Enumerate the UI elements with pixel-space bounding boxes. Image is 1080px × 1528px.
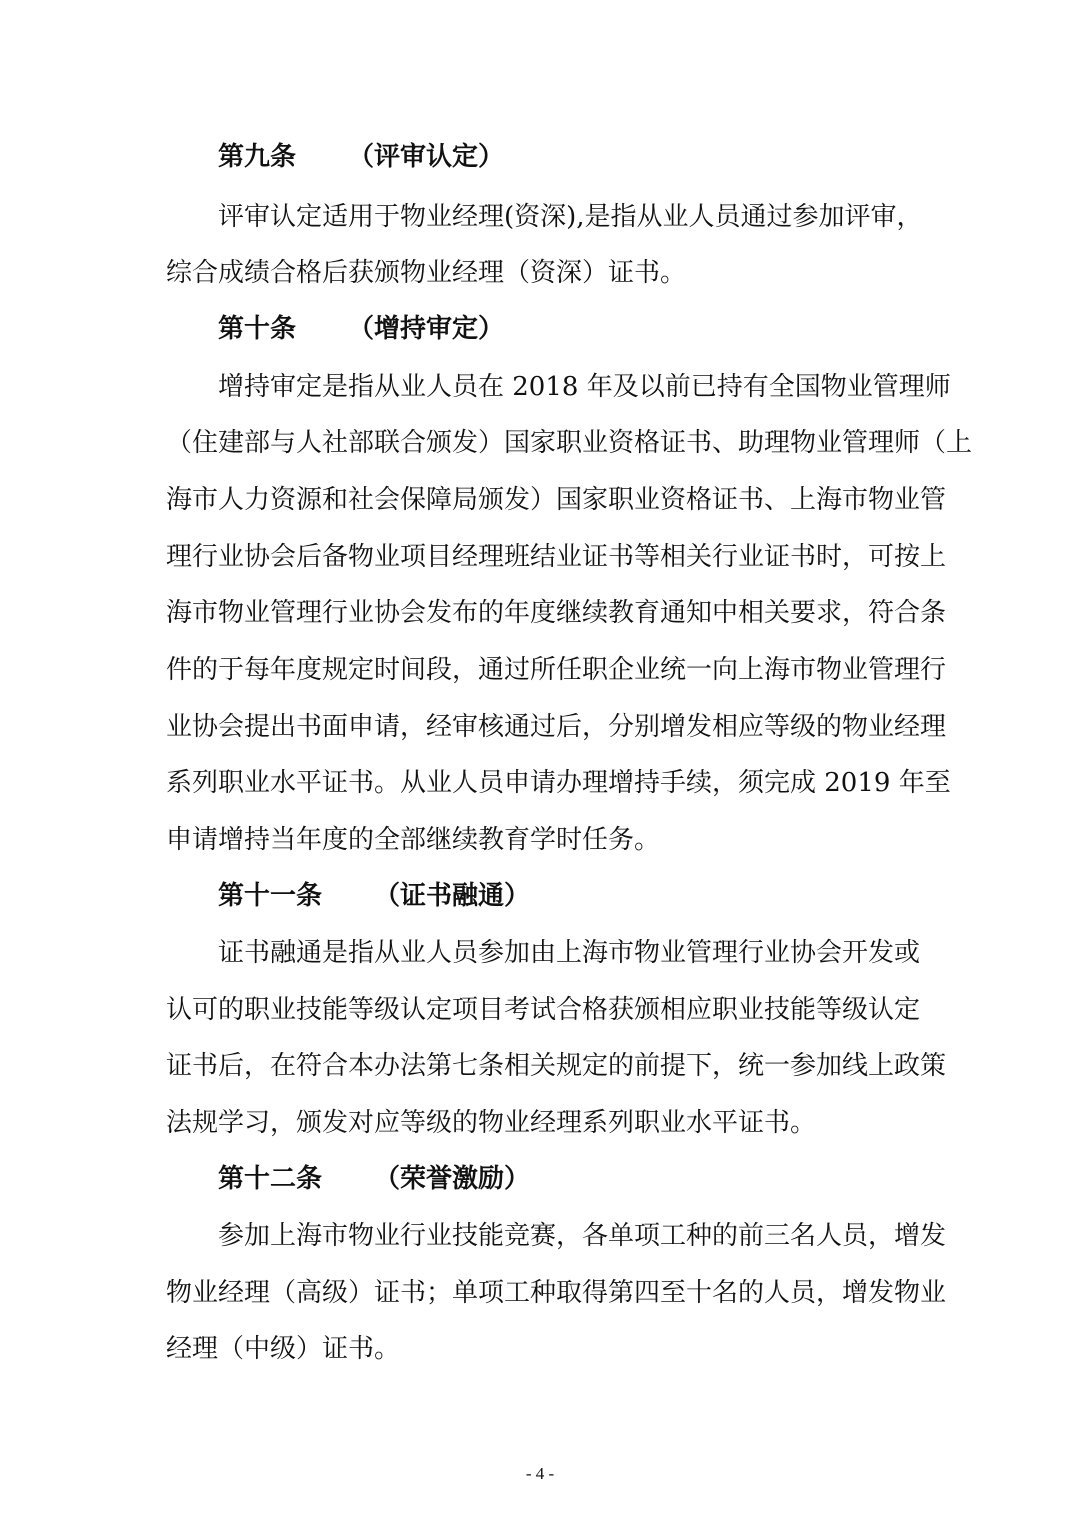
article-9-heading [218, 137, 504, 177]
paragraph-line: 业协会提出书面申请，经审核通过后，分别增发相应等级的物业经理 [166, 712, 947, 742]
paragraph-line: 件的于每年度规定时间段，通过所任职企业统一向上海市物业管理行 [166, 655, 947, 685]
article-title: （荣誉激励） [374, 1164, 531, 1194]
paragraph-line: （住建部与人社部联合颁发）国家职业资格证书、助理物业管理师（上 [166, 428, 973, 458]
paragraph-line: 认可的职业技能等级认定项目考试合格获颁相应职业技能等级认定 [166, 995, 921, 1025]
article-number: 第十一条 [218, 881, 323, 911]
page-number: - 4 - [525, 1464, 555, 1483]
article-number: 第十条 [218, 314, 297, 344]
paragraph-line: 评审认定适用于物业经理(资深),是指从业人员通过参加评审， [218, 202, 923, 232]
paragraph-line: 综合成绩合格后获颁物业经理（资深）证书。 [166, 258, 687, 288]
paragraph-line: 系列职业水平证书。从业人员申请办理增持手续，须完成 2019 年至 [166, 768, 951, 798]
paragraph-line: 海市物业管理行业协会发布的年度继续教育通知中相关要求，符合条 [166, 598, 947, 628]
article-title: （增持审定） [348, 314, 505, 344]
paragraph-line: 增持审定是指从业人员在 2018 年及以前已持有全国物业管理师 [218, 372, 951, 402]
paragraph-line: 证书融通是指从业人员参加由上海市物业管理行业协会开发或 [218, 938, 921, 968]
paragraph-line: 法规学习，颁发对应等级的物业经理系列职业水平证书。 [166, 1108, 817, 1138]
article-11-heading [218, 876, 530, 916]
article-12-heading [218, 1159, 530, 1199]
paragraph-line: 申请增持当年度的全部继续教育学时任务。 [166, 825, 661, 855]
paragraph-line: 证书后，在符合本办法第七条相关规定的前提下，统一参加线上政策 [166, 1051, 947, 1081]
article-title: （评审认定） [348, 142, 505, 172]
paragraph-line: 理行业协会后备物业项目经理班结业证书等相关行业证书时，可按上 [166, 542, 947, 572]
paragraph-line: 经理（中级）证书。 [166, 1334, 401, 1364]
paragraph-line: 参加上海市物业行业技能竞赛，各单项工种的前三名人员，增发 [218, 1221, 947, 1251]
article-number: 第十二条 [218, 1164, 323, 1194]
paragraph-line: 物业经理（高级）证书；单项工种取得第四至十名的人员，增发物业 [166, 1278, 947, 1308]
paragraph-line: 海市人力资源和社会保障局颁发）国家职业资格证书、上海市物业管 [166, 485, 947, 515]
article-title: （证书融通） [374, 881, 531, 911]
article-10-heading [218, 309, 504, 349]
article-number: 第九条 [218, 142, 297, 172]
